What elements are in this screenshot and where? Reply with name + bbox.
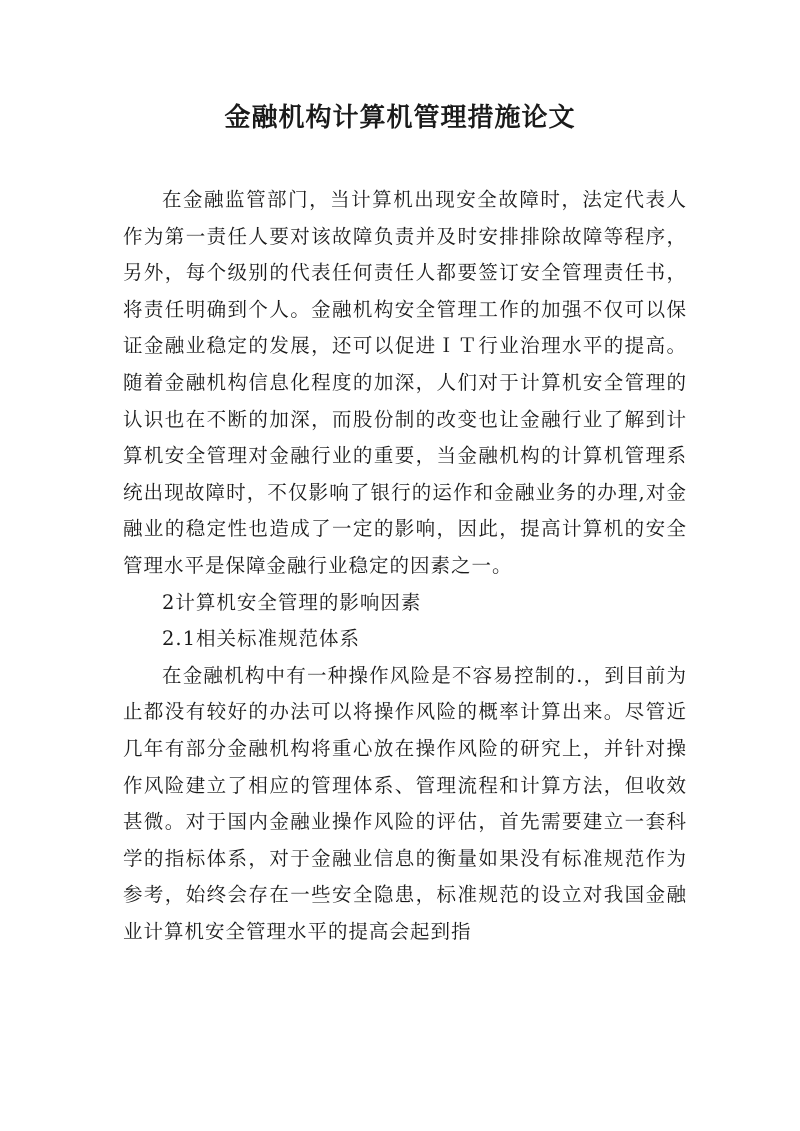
section-heading-2: 2计算机安全管理的影响因素 [162,590,422,614]
body-paragraph-2: 在金融机构中有一种操作风险是不容易控制的.，到目前为止都没有较好的办法可以将操作风险的概率计算出来。尽管近几年有部分金融机构将重心放在操作风险的研究上，并针对操作风险建立了相应的管理体系、管理流程和计算方法，但收效甚微。对于国内金融业操作风险的评估，首先需要建立一套科学的指标体系，对于金融业信息的衡量如果没有标准规范作为参考，始终会存在一些安全隐患，标准规范的设立对我国金融业计算机安全管理水平的提高会起到指 [123,663,687,943]
document-title: 金融机构计算机管理措施论文 [224,103,576,133]
document-body [123,182,687,950]
body-paragraph-1: 在金融监管部门，当计算机出现安全故障时，法定代表人作为第一责任人要对该故障负责并及时安排排除故障等程序，另外，每个级别的代表任何责任人都要签订安全管理责任书，将责任明确到个人。金融机构安全管理工作的加强不仅可以保证金融业稳定的发展，还可以促进ＩＴ行业治理水平的提高。随着金融机构信息化程度的加深，人们对于计算机安全管理的认识也在不断的加深，而股份制的改变也让金融行业了解到计算机安全管理对金融行业的重要，当金融机构的计算机管理系统出现故障时，不仅影响了银行的运作和金融业务的办理,对金融业的稳定性也造成了一定的影响，因此，提高计算机的安全管理水平是保障金融行业稳定的因素之一。 [123,188,687,577]
subsection-heading-2-1: 2.1相关标准规范体系 [162,627,361,651]
